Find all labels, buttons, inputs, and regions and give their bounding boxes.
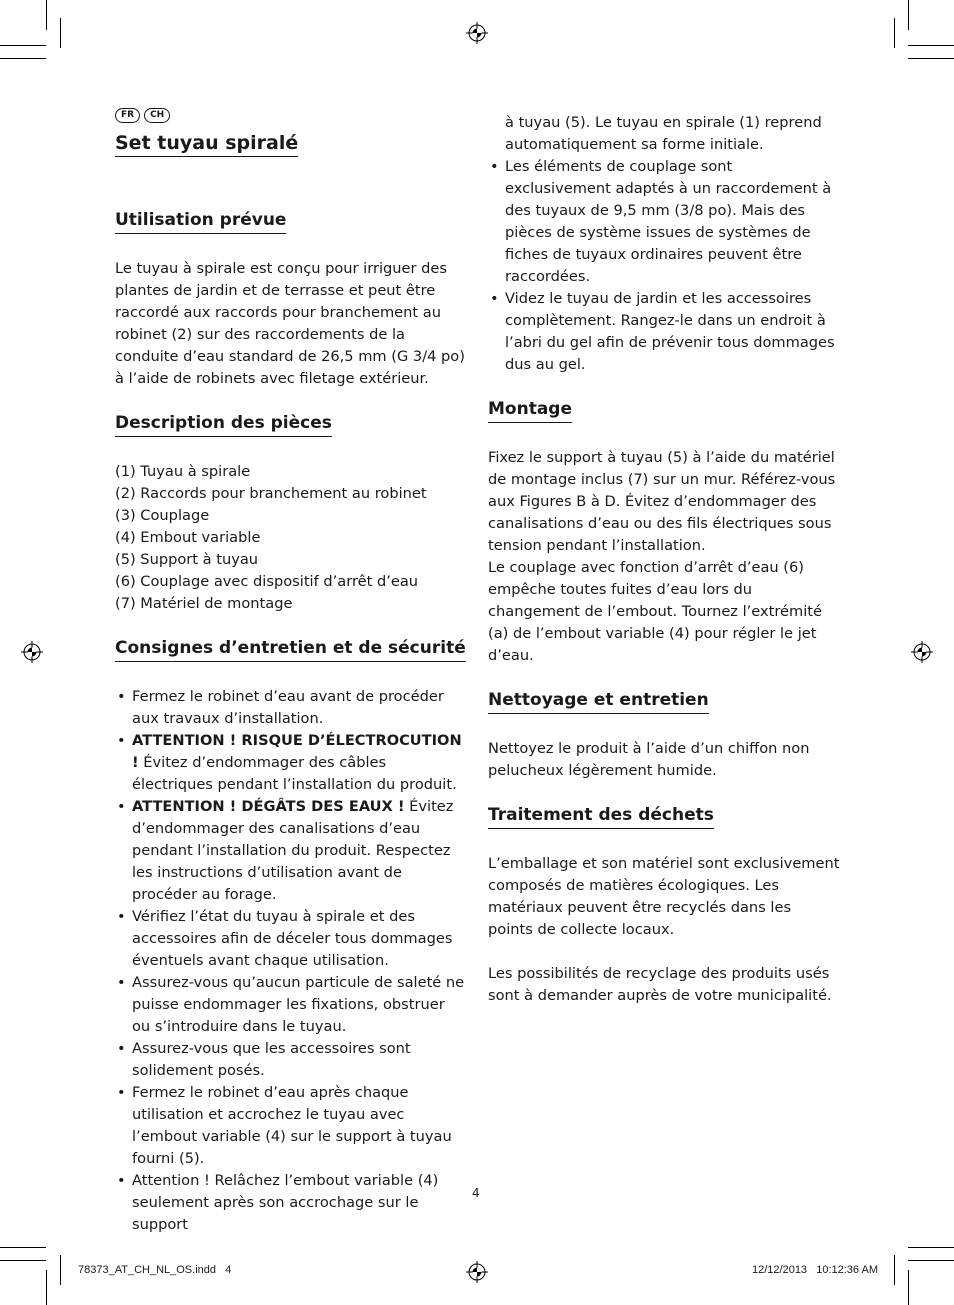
left-column: [115, 108, 467, 1258]
list-item-continuation: à tuyau (5). Le tuyau en spirale (1) reprend automatiquement sa forme initiale.: [505, 114, 822, 153]
crop-mark: [908, 58, 954, 59]
list-item: (7) Matériel de montage: [115, 595, 293, 612]
crop-mark: [46, 0, 47, 30]
list-item: (3) Couplage: [115, 507, 210, 524]
language-badge-fr: FR: [115, 108, 140, 123]
paragraph: Nettoyez le produit à l’aide d’un chiffon non pelucheux légèrement humide.: [488, 740, 810, 779]
paragraph: Les possibilités de recyclage des produits usés sont à demander auprès de votre municipalité.: [488, 965, 832, 1004]
crop-mark: [894, 1255, 895, 1285]
list-item: • Attention ! Relâchez l’embout variable (4) seulement après son accrochage sur le support: [115, 1170, 467, 1236]
section-intended-use: [115, 209, 467, 390]
paragraph: Fixez le support à tuyau (5) à l’aide du matériel de montage inclus (7) sur un mur. Référez-vous aux Figures B à D. Évitez d’endommager des canalisations d’eau ou des fils électriques sous tension pendant l’installation.: [488, 449, 836, 554]
page-number: 4: [472, 1186, 480, 1200]
paragraph: L’emballage et son matériel sont exclusivement composés de matières écologiques. Les matériaux peuvent être recyclés dans les points de collecte locaux.: [488, 855, 840, 938]
crop-mark: [60, 18, 61, 48]
list-item: • Les éléments de couplage sont exclusivement adaptés à un raccordement à des tuyaux de 9,5 mm (3/8 po). Mais des pièces de système issues de systèmes de fiches de tuyaux ordinaires peuvent être raccordées.: [488, 156, 840, 288]
registration-mark-icon: [466, 22, 488, 44]
section-heading: Utilisation prévue: [115, 209, 286, 234]
list-item: (5) Support à tuyau: [115, 551, 259, 568]
footer-filename: 78373_AT_CH_NL_OS.indd 4: [78, 1264, 232, 1276]
language-badge-ch: CH: [144, 108, 170, 123]
right-column: [488, 112, 840, 1029]
list-item: • ATTENTION ! DÉGÂTS DES EAUX ! Évitez d’endommager des canalisations d’eau pendant l’installation du produit. Respectez les instructions d’utilisation avant de procéder au forage.: [115, 796, 467, 906]
registration-mark-icon: [466, 1261, 488, 1283]
crop-mark: [0, 1247, 46, 1248]
section-heading: Description des pièces: [115, 412, 332, 437]
section-heading: Nettoyage et entretien: [488, 689, 709, 714]
crop-mark: [0, 58, 46, 59]
footer-datetime: 12/12/2013 10:12:36 AM: [752, 1264, 878, 1276]
paragraph: Le tuyau à spirale est conçu pour irriguer des plantes de jardin et de terrasse et peut être raccordé aux raccords pour branchement au robinet (2) sur des raccordements de la conduite d’eau standard de 26,5 mm (G 3/4 po) à l’aide de robinets avec filetage extérieur.: [115, 260, 465, 387]
crop-mark: [908, 1270, 909, 1305]
crop-mark: [46, 1270, 47, 1305]
section-heading: Traitement des déchets: [488, 804, 714, 829]
list-item: • Assurez-vous que les accessoires sont solidement posés.: [115, 1038, 467, 1082]
safety-list: [115, 686, 467, 1236]
crop-mark: [0, 1260, 46, 1261]
crop-mark: [894, 18, 895, 48]
section-mounting: [488, 398, 840, 667]
crop-mark: [908, 1247, 954, 1248]
section-heading: Consignes d’entretien et de sécurité: [115, 637, 466, 662]
list-item: (1) Tuyau à spirale: [115, 463, 251, 480]
list-item: • Videz le tuyau de jardin et les accessoires complètement. Rangez-le dans un endroit à l’abri du gel afin de prévenir tous dommages dus au gel.: [488, 288, 840, 376]
list-item: (2) Raccords pour branchement au robinet: [115, 485, 427, 502]
list-item: (6) Couplage avec dispositif d’arrêt d’eau: [115, 573, 419, 590]
language-badges: [115, 108, 467, 123]
section-heading: Montage: [488, 398, 572, 423]
registration-mark-icon: [21, 641, 43, 663]
paragraph: Le couplage avec fonction d’arrêt d’eau (6) empêche toutes fuites d’eau lors du changement de l’embout. Tournez l’extrémité (a) de l’embout variable (4) pour régler le jet d’eau.: [488, 559, 823, 664]
registration-mark-icon: [911, 641, 933, 663]
list-item: (4) Embout variable: [115, 529, 261, 546]
crop-mark: [908, 1260, 954, 1261]
section-cleaning: [488, 689, 840, 782]
crop-mark: [908, 0, 909, 30]
section-parts: [115, 412, 467, 615]
crop-mark: [908, 45, 954, 46]
list-item: • ATTENTION ! RISQUE D’ÉLECTROCUTION ! Évitez d’endommager des câbles électriques pendant l’installation du produit.: [115, 730, 467, 796]
document-title: Set tuyau spiralé: [115, 131, 298, 157]
list-item: • Fermez le robinet d’eau avant de procéder aux travaux d’installation.: [115, 686, 467, 730]
safety-list-continued: [488, 156, 840, 376]
section-disposal: [488, 804, 840, 1007]
crop-mark: [60, 1255, 61, 1285]
crop-mark: [0, 45, 46, 46]
list-item: • Vérifiez l’état du tuyau à spirale et des accessoires afin de déceler tous dommages éventuels avant chaque utilisation.: [115, 906, 467, 972]
list-item: • Fermez le robinet d’eau après chaque utilisation et accrochez le tuyau avec l’embout variable (4) sur le support à tuyau fourni (5).: [115, 1082, 467, 1170]
section-safety: [115, 637, 467, 1236]
parts-list: [115, 461, 467, 615]
list-item: • Assurez-vous qu’aucun particule de saleté ne puisse endommager les fixations, obstruer ou s’introduire dans le tuyau.: [115, 972, 467, 1038]
